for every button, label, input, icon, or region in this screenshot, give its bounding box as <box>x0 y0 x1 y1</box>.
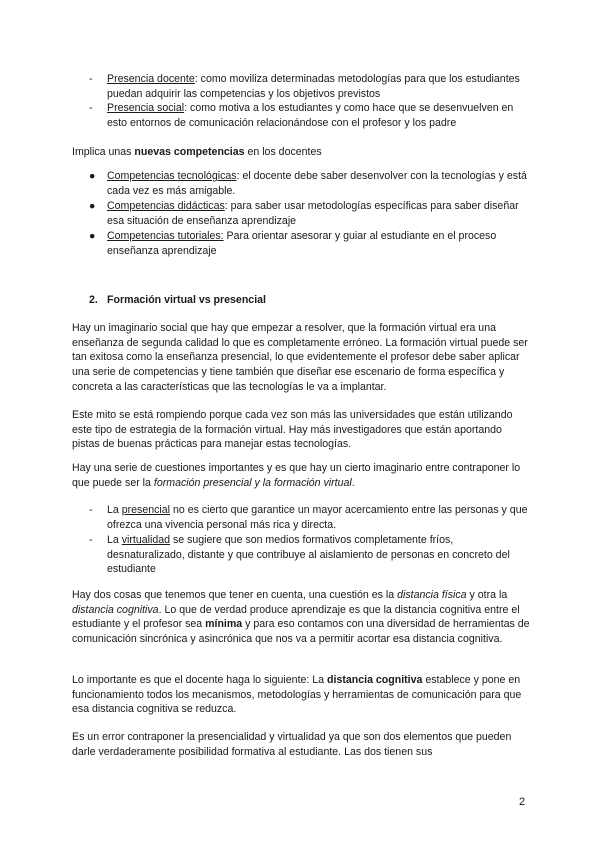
list-item: ● Competencias tutoriales: Para orientar asesorar y guiar al estudiante en el proceso enseñanza aprendizaje <box>89 230 497 257</box>
term-competencias-tutoriales: Competencias tutoriales: <box>107 230 224 242</box>
dash-marker: - <box>89 534 93 546</box>
term-competencias-didacticas: Competencias didácticas <box>107 200 225 212</box>
list-item: - La presencial no es cierto que garantice un mayor acercamiento entre las personas y que ofrezca una vivencia personal más rica y directa. <box>89 504 528 531</box>
section-title: Formación virtual vs presencial <box>107 294 266 306</box>
term-virtualidad: virtualidad <box>121 534 171 546</box>
term-presencia-docente: Presencia docente <box>107 73 195 85</box>
page-number: 2 <box>519 796 526 808</box>
section-heading <box>89 293 266 308</box>
term-presencial: presencial <box>121 504 171 516</box>
list-item: ● Competencias tecnológicas: el docente debe saber desenvolver con la tecnologías y está cada vez es más amigable. <box>89 170 527 197</box>
list-item <box>89 72 531 101</box>
dash-marker: - <box>89 73 93 85</box>
paragraph-mito: Este mito se está rompiendo porque cada vez son más las universidades que están utilizando este tipo de estrategia de la formación virtual. Hay más investigadores que están aportando pistas de buenas prácticas para manejar estas tecnologías. <box>72 409 513 451</box>
term-competencias-tecnologicas: Competencias tecnológicas <box>107 170 237 182</box>
list-item-text: : como moviliza determinadas metodologías para que los estudiantes puedan adquirir las competencias y los objetivos previstos <box>107 73 520 100</box>
paragraph-distancias: Hay dos cosas que tenemos que tener en cuenta, una cuestión es la distancia física y otra la distancia cognitiva. Lo que de verdad produce aprendizaje es que la distancia cognitiva entre el estudiante y el profesor sea mínima y para eso contamos con una diversidad de herramientas de comunicación sincrónica y asincrónica que nos va a permitir acortar esa distancia cognitiva. <box>72 589 530 646</box>
dash-marker: - <box>89 102 93 114</box>
bullet-marker: ● <box>89 200 96 212</box>
list-item <box>89 101 531 130</box>
paragraph-imaginario: Hay un imaginario social que hay que empezar a resolver, que la formación virtual era una enseñanza de segunda calidad lo que es completamente erróneo. La formación virtual puede ser tan exitosa como la enseñanza presencial, lo que evidentemente el profesor debe saber aplicar una serie de competencias y tiene también que diseñar ese escenario de forma específica y concreta a las características que las tecnologías le va a implantar. <box>72 322 528 393</box>
term-presencia-social: Presencia social <box>107 102 185 114</box>
paragraph-distancia-cognitiva: Lo importante es que el docente haga lo siguiente: La distancia cognitiva establece y pone en funcionamiento todos los mecanismos, metodologías y herramientas de comunicación para que esa distancia cognitiva se reduzca. <box>72 674 522 716</box>
paragraph-cuestiones: Hay una serie de cuestiones importantes y es que hay un cierto imaginario entre contraponer lo que puede ser la formación presencial y la formación virtual. <box>72 462 521 489</box>
list-item: - La virtualidad se sugiere que son medios formativos completamente fríos, desnaturalizado, distante y que contribuye al aislamiento de personas en concreto del estudiante <box>89 534 510 576</box>
dash-marker: - <box>89 504 93 516</box>
bullet-marker: ● <box>89 170 96 182</box>
section-number: 2. <box>89 294 98 306</box>
competencias-intro: Implica unas nuevas competencias en los docentes <box>72 146 322 158</box>
paragraph-error: Es un error contraponer la presencialidad y virtualidad ya que son dos elementos que pueden darle verdaderamente posibilidad formativa al estudiante. Las dos tienen sus <box>72 731 512 758</box>
list-item-text: : como motiva a los estudiantes y como hace que se desenvuelven en esto entornos de comunicación relacionándose con el profesor y los padre <box>107 102 514 129</box>
list-item: ● Competencias didácticas: para saber usar metodologías específicas para saber diseñar esa situación de enseñanza aprendizaje <box>89 200 519 227</box>
bullet-marker: ● <box>89 230 96 242</box>
